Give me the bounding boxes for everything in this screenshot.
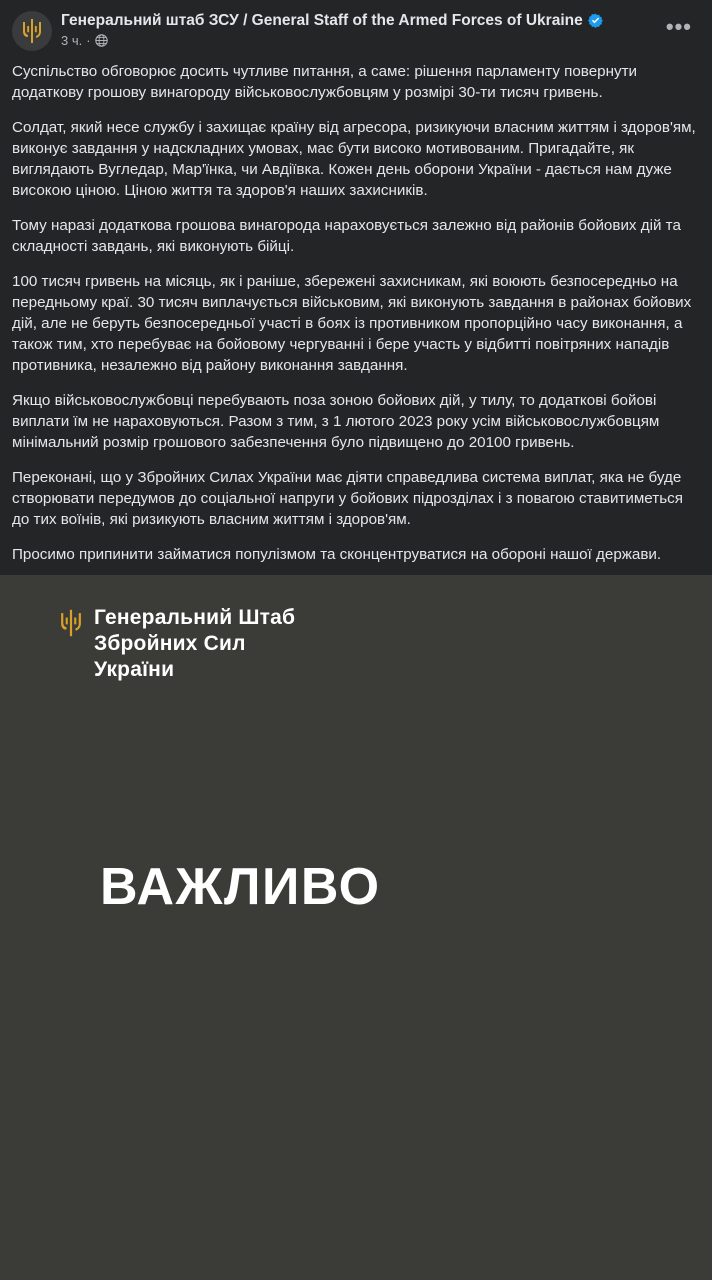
post-paragraph: Тому наразі додаткова грошова винагорода нараховується залежно від районів бойових дій та складності завдань, які виконують бійці. xyxy=(12,217,681,255)
page-name[interactable]: Генеральний штаб ЗСУ / General Staff of the Armed Forces of Ukraine xyxy=(61,12,583,29)
image-brand-line-2: Збройних Сил xyxy=(94,632,246,655)
post-meta xyxy=(61,33,700,48)
image-brand-text xyxy=(94,605,295,683)
post-header xyxy=(0,0,712,55)
post-timestamp[interactable]: 3 ч. xyxy=(61,33,83,48)
meta-separator: · xyxy=(86,33,91,48)
page-name-row xyxy=(61,11,700,30)
image-brand-line-1: Генеральний Штаб xyxy=(94,606,296,629)
post-text xyxy=(0,55,712,575)
avatar[interactable] xyxy=(12,11,52,51)
image-headline: ВАЖЛИВО xyxy=(100,858,381,916)
post-header-text xyxy=(61,10,700,48)
post-paragraph: Просимо припинити займатися популізмом та сконцентруватися на обороні нашої держави. xyxy=(12,546,662,563)
image-brand-line-3: України xyxy=(94,658,175,681)
post-image[interactable] xyxy=(0,575,712,1280)
verified-badge-icon xyxy=(588,13,603,28)
post-paragraph: Солдат, який несе службу і захищає країну від агресора, ризикуючи власним життям і здоров'ям, виконує завдання у надскладних умовах, має бути високо мотивованим. Пригадайте, як виглядають Вугледар, Мар'їнка, чи Авдіївка. Кожен день оборони України - дається нам дуже високою ціною. Ціною життя та здоров'я наших захисників. xyxy=(12,119,696,199)
trident-emblem-icon xyxy=(22,19,42,43)
post-paragraph: Переконані, що у Збройних Силах України має діяти справедлива система виплат, яка не буде створювати передумов до соціальної напруги у бойових підрозділах і з повагою ставитиметься до тих воїнів, які ризикують власним життям і здоров'ям. xyxy=(12,469,683,528)
post-paragraph: Суспільство обговорює досить чутливе питання, а саме: рішення парламенту повернути додаткову грошову винагороду військовослужбовцям у розмірі 30-ти тисяч гривень. xyxy=(12,63,638,101)
post-paragraph: Якщо військовослужбовці перебувають поза зоною бойових дій, у тилу, то додаткові бойові виплати їм не нараховуються. Разом з тим, з 1 лютого 2023 року усім військовослужбовцям мінімальний розмір грошового забезпечення було підвищено до 20100 гривень. xyxy=(12,392,660,451)
post-paragraph: 100 тисяч гривень на місяць, як і раніше, збережені захисникам, які воюють безпосередньо на передньому краї. 30 тисяч виплачується військовим, які виконують завдання в районах бойових дій, але не беруть безпосередньої участі в боях із противником пропорційно часу виконання, а також тим, хто перебуває на бойовому чергуванні і бере участь у відбитті повітряних нападів противника, незалежно від району виконання завдання. xyxy=(12,273,692,374)
trident-emblem-icon xyxy=(60,609,82,642)
globe-icon xyxy=(95,34,108,47)
post-more-options-button[interactable]: ••• xyxy=(665,14,692,39)
image-brand-block xyxy=(60,605,295,683)
